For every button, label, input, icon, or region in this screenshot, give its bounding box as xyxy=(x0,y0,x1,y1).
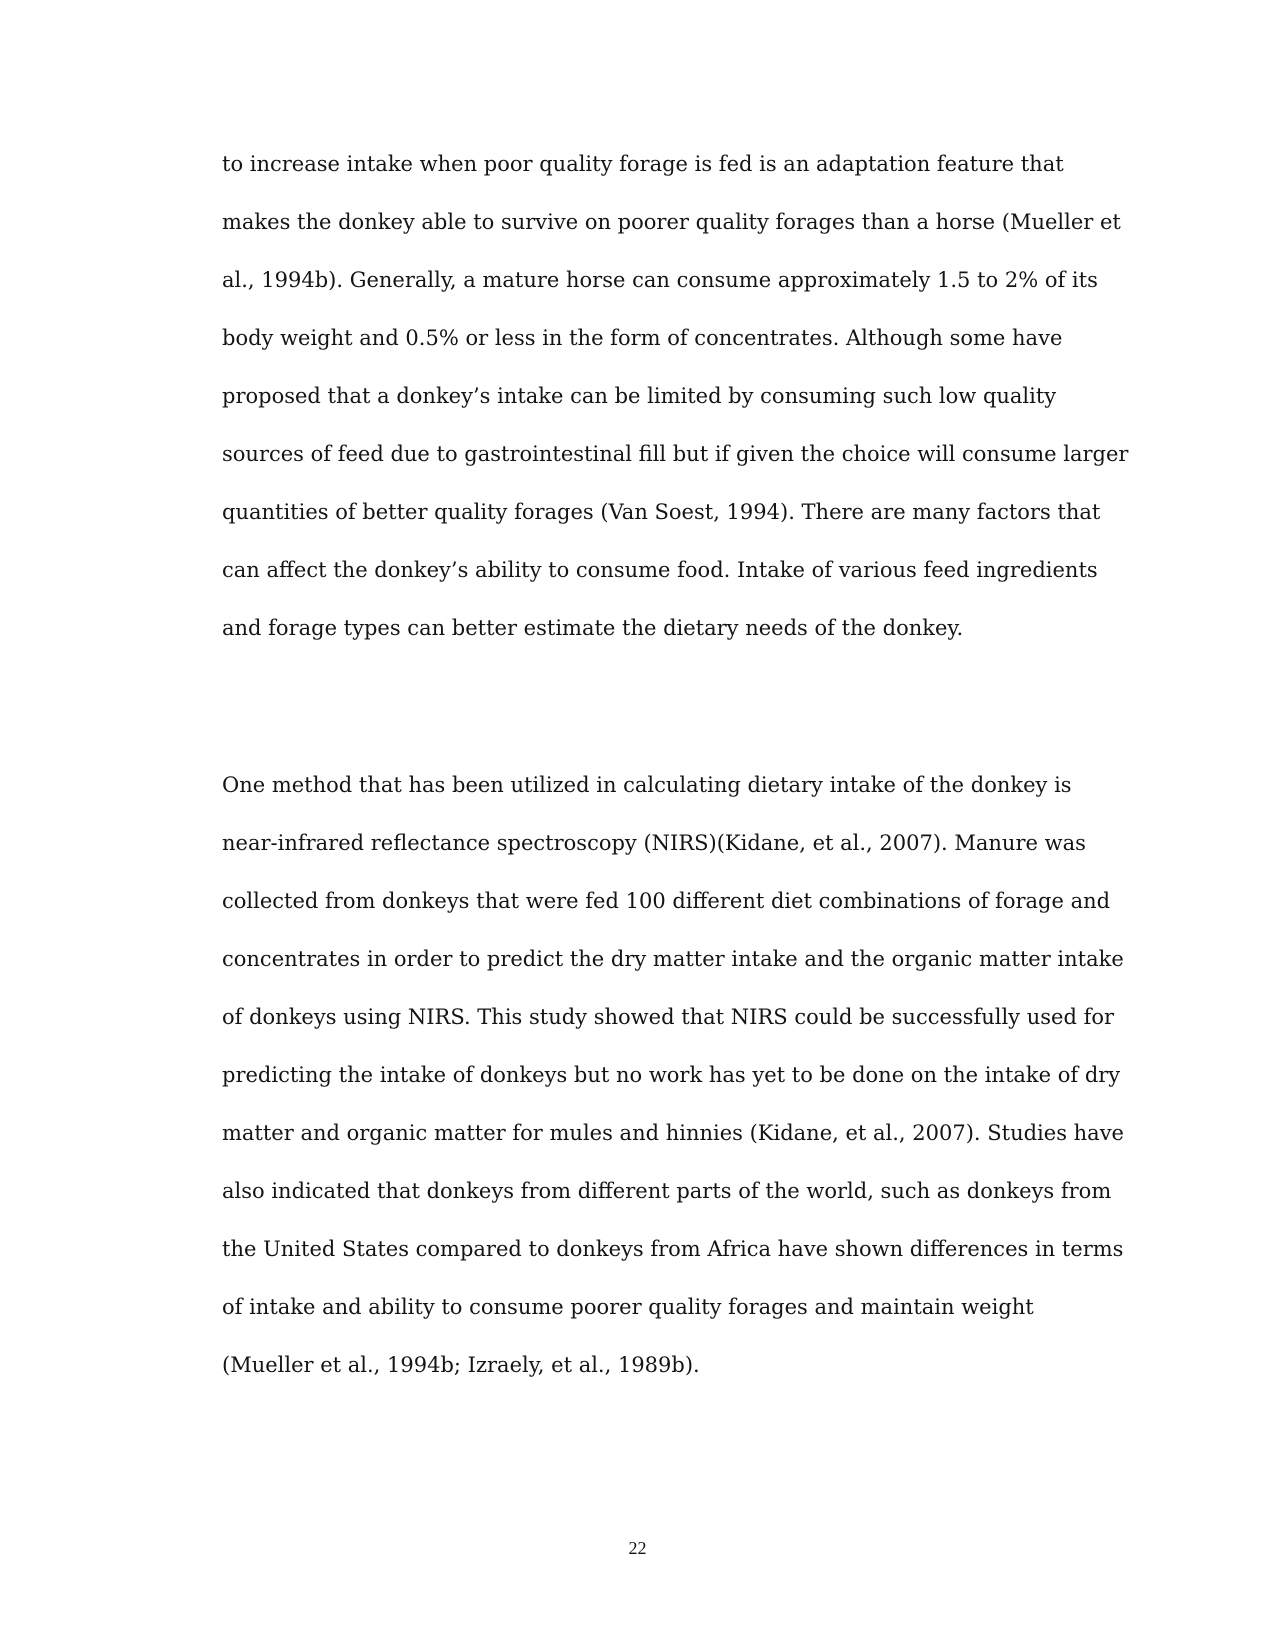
text-line: proposed that a donkey’s intake can be limited by consuming such low quality xyxy=(222,384,1057,408)
text-line: can affect the donkey’s ability to consume food. Intake of various feed ingredients xyxy=(222,558,1098,582)
text-line: quantities of better quality forages (Van Soest, 1994). There are many factors that xyxy=(222,500,1101,524)
paragraph-nirs-method xyxy=(222,756,1122,1394)
paragraph-intake-adaptation xyxy=(222,135,1129,657)
text-line: concentrates in order to predict the dry matter intake and the organic matter intake xyxy=(222,947,1124,971)
text-line: collected from donkeys that were fed 100 different diet combinations of forage and xyxy=(222,889,1111,913)
text-line: and forage types can better estimate the dietary needs of the donkey. xyxy=(222,616,964,640)
text-line: the United States compared to donkeys from Africa have shown differences in terms xyxy=(222,1237,1124,1261)
text-line: One method that has been utilized in calculating dietary intake of the donkey is xyxy=(222,773,1072,797)
text-line: matter and organic matter for mules and hinnies (Kidane, et al., 2007). Studies have xyxy=(222,1121,1124,1145)
text-line: body weight and 0.5% or less in the form of concentrates. Although some have xyxy=(222,326,1063,350)
text-line: predicting the intake of donkeys but no work has yet to be done on the intake of dry xyxy=(222,1063,1121,1087)
text-line: al., 1994b). Generally, a mature horse can consume approximately 1.5 to 2% of its xyxy=(222,268,1098,292)
text-line: also indicated that donkeys from different parts of the world, such as donkeys from xyxy=(222,1179,1112,1203)
text-line: near-infrared reflectance spectroscopy (NIRS)(Kidane, et al., 2007). Manure was xyxy=(222,831,1086,855)
text-line: (Mueller et al., 1994b; Izraely, et al., 1989b). xyxy=(222,1353,700,1377)
text-line: of intake and ability to consume poorer quality forages and maintain weight xyxy=(222,1295,1034,1319)
text-line: sources of feed due to gastrointestinal fill but if given the choice will consume larger xyxy=(222,442,1129,466)
page-number: 22 xyxy=(628,1538,647,1558)
text-line: to increase intake when poor quality forage is fed is an adaptation feature that xyxy=(222,152,1064,176)
text-line: makes the donkey able to survive on poorer quality forages than a horse (Mueller et xyxy=(222,210,1121,234)
text-line: of donkeys using NIRS. This study showed that NIRS could be successfully used for xyxy=(222,1005,1115,1029)
